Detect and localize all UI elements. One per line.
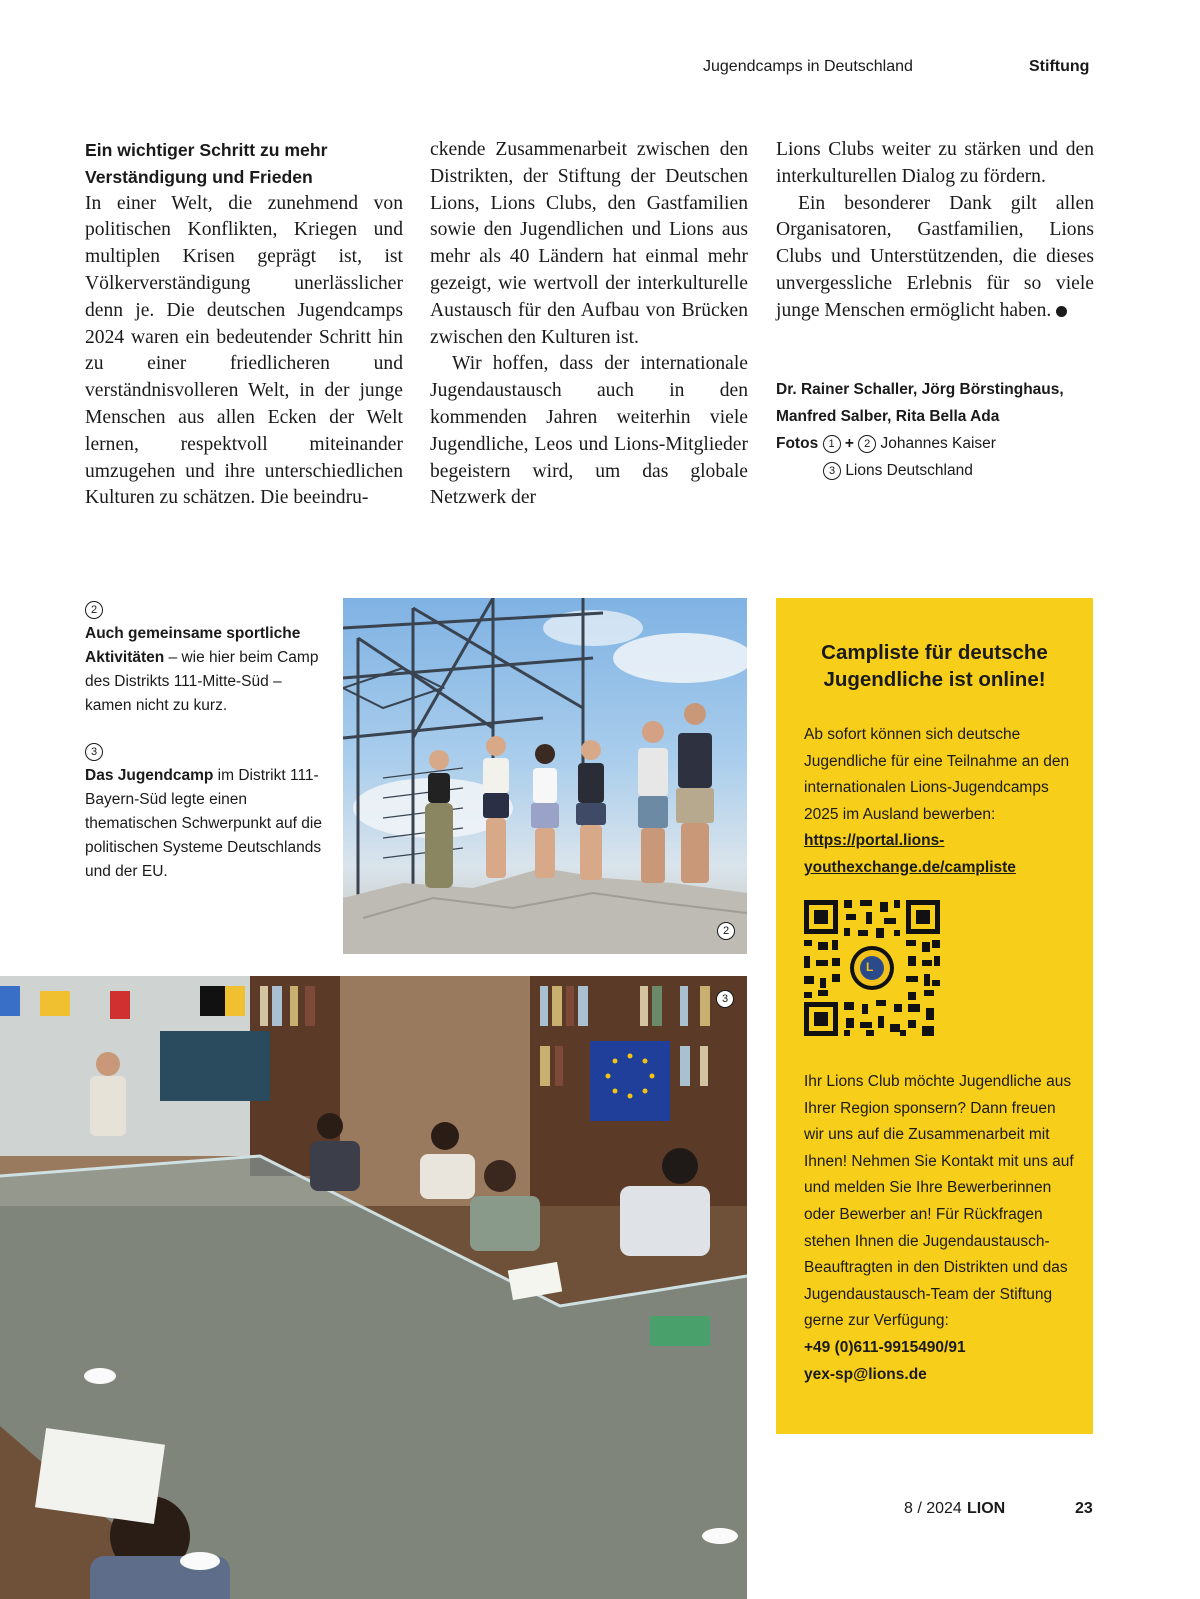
photo-number-badge: 3 xyxy=(716,990,734,1008)
article-column-2 xyxy=(430,137,748,512)
photo-caption-3 xyxy=(85,740,330,884)
article-paragraph: In einer Welt, die zunehmend von politischen Konflikten, Kriegen und multiplen Krisen geprägt ist, ist Völkerverständigung unerlässlicher denn je. Die deutschen Jugendcamps 2024 waren ein bedeutender Schritt hin zu einer friedlicheren und verständnisvolleren Welt, in der junge Menschen aus allen Ecken der Welt lernen, respektvoll miteinander umzugehen und ihre unterschiedlichen Kulturen zu schätzen. Die beeindru- xyxy=(85,192,403,509)
caption-number-badge: 3 xyxy=(85,743,103,761)
photo-ropes-course-illustration xyxy=(343,598,747,954)
article-subhead: Ein wichtiger Schritt zu mehr Verständigung und Frieden xyxy=(85,140,328,187)
photo-number-badge: 1 xyxy=(823,435,841,453)
footer-issue: 8 / 2024 xyxy=(904,1500,962,1517)
photo-ropes-course-group xyxy=(343,598,747,954)
photo-number-badge: 3 xyxy=(823,462,841,480)
article-paragraph xyxy=(776,191,1094,325)
article-column-3 xyxy=(776,137,1094,325)
photo-seminar-illustration xyxy=(0,976,747,1599)
article-paragraph: ckende Zusammenarbeit zwischen den Distrikten, der Stiftung der Deutschen Lions, Lions Clubs, den Gastfamilien sowie den Jugendlichen und Lions aus mehr als 40 Ländern hat einmal mehr gezeigt, wie wertvoll der interkulturelle Austausch für den Aufbau von Brücken zwischen den Kulturen ist. xyxy=(430,139,748,348)
photographer-name: Lions Deutschland xyxy=(845,462,973,479)
campliste-info-box xyxy=(776,598,1093,1434)
authors-line: Manfred Salber, Rita Bella Ada xyxy=(776,408,1000,425)
article-paragraph: Lions Clubs weiter zu stärken und den interkulturellen Dialog zu fördern. xyxy=(776,139,1094,187)
qr-code[interactable] xyxy=(804,900,940,1036)
qr-lions-logo-letter: L xyxy=(866,960,874,974)
authors-line: Dr. Rainer Schaller, Jörg Börstinghaus, xyxy=(776,381,1064,398)
photo-seminar-room xyxy=(0,976,747,1599)
caption-bold-lead: Das Jugendcamp xyxy=(85,767,214,784)
caption-bold-lead: Auch gemeinsame sportliche Aktivitäten xyxy=(85,625,301,666)
plus-sign: + xyxy=(844,435,854,452)
fotos-label: Fotos xyxy=(776,435,819,452)
article-credits xyxy=(776,376,1106,484)
info-box-intro-text: Ab sofort können sich deutsche Jugendliche für eine Teilnahme an den internationalen Lions-Jugendcamps 2025 im Ausland bewerben: xyxy=(804,726,1070,823)
photo-caption-2 xyxy=(85,598,330,718)
info-box-body-text: Ihr Lions Club möchte Jugendliche aus Ihrer Region sponsern? Dann freuen wir uns auf die Zusammenarbeit mit Ihnen! Nehmen Sie Kontakt mit uns auf und melden Sie Ihre Bewerberinnen oder Bewerber an! Für Rückfragen stehen Ihnen die Jugendaustausch-Beauftragten in den Distrikten und das Jugendaustausch-Team der Stiftung gerne zur Verfügung: xyxy=(804,1073,1074,1330)
end-mark-icon: L xyxy=(1056,306,1067,317)
contact-email[interactable]: yex-sp@lions.de xyxy=(804,1365,927,1383)
caption-text: im Distrikt 111-Bayern-Süd legte einen thematischen Schwerpunkt auf die politischen Systeme Deutschlands und der EU. xyxy=(85,767,322,880)
campliste-link[interactable]: https://portal.lions-youthexchange.de/campliste xyxy=(804,832,1016,876)
running-header-tag: Stiftung xyxy=(1029,58,1090,75)
page-number: 23 xyxy=(1075,1500,1093,1517)
photo-credit-line xyxy=(776,457,1106,484)
info-box-title: Campliste für deutsche Jugendliche ist online! xyxy=(821,641,1048,691)
photographer-name: Johannes Kaiser xyxy=(880,435,996,452)
footer-magazine: LION xyxy=(967,1500,1006,1517)
caption-text: – wie hier beim Camp des Distrikts 111-Mitte-Süd – kamen nicht zu kurz. xyxy=(85,649,319,714)
photo-number-badge: 2 xyxy=(717,922,735,940)
contact-phone[interactable]: +49 (0)611-9915490/91 xyxy=(804,1338,966,1356)
article-column-1 xyxy=(85,137,403,512)
photo-credit-line xyxy=(776,430,1106,457)
caption-number-badge: 2 xyxy=(85,601,103,619)
running-header-section: Jugendcamps in Deutschland xyxy=(703,58,913,75)
info-box-body xyxy=(804,1069,1074,1388)
photo-number-badge: 2 xyxy=(858,435,876,453)
info-box-intro xyxy=(804,722,1074,882)
article-paragraph: Wir hoffen, dass der internationale Jugendaustausch auch in den kommenden Jahren weiterhin viele Jugendliche, Leos und Lions-Mitglieder begeistern wird, um das globale Netzwerk der xyxy=(430,353,748,509)
article-paragraph-text: Ein besonderer Dank gilt allen Organisatoren, Gastfamilien, Lions Clubs und Unterstützenden, die dieses unvergessliche Erlebnis für so viele junge Menschen ermöglicht haben. xyxy=(776,192,1094,321)
